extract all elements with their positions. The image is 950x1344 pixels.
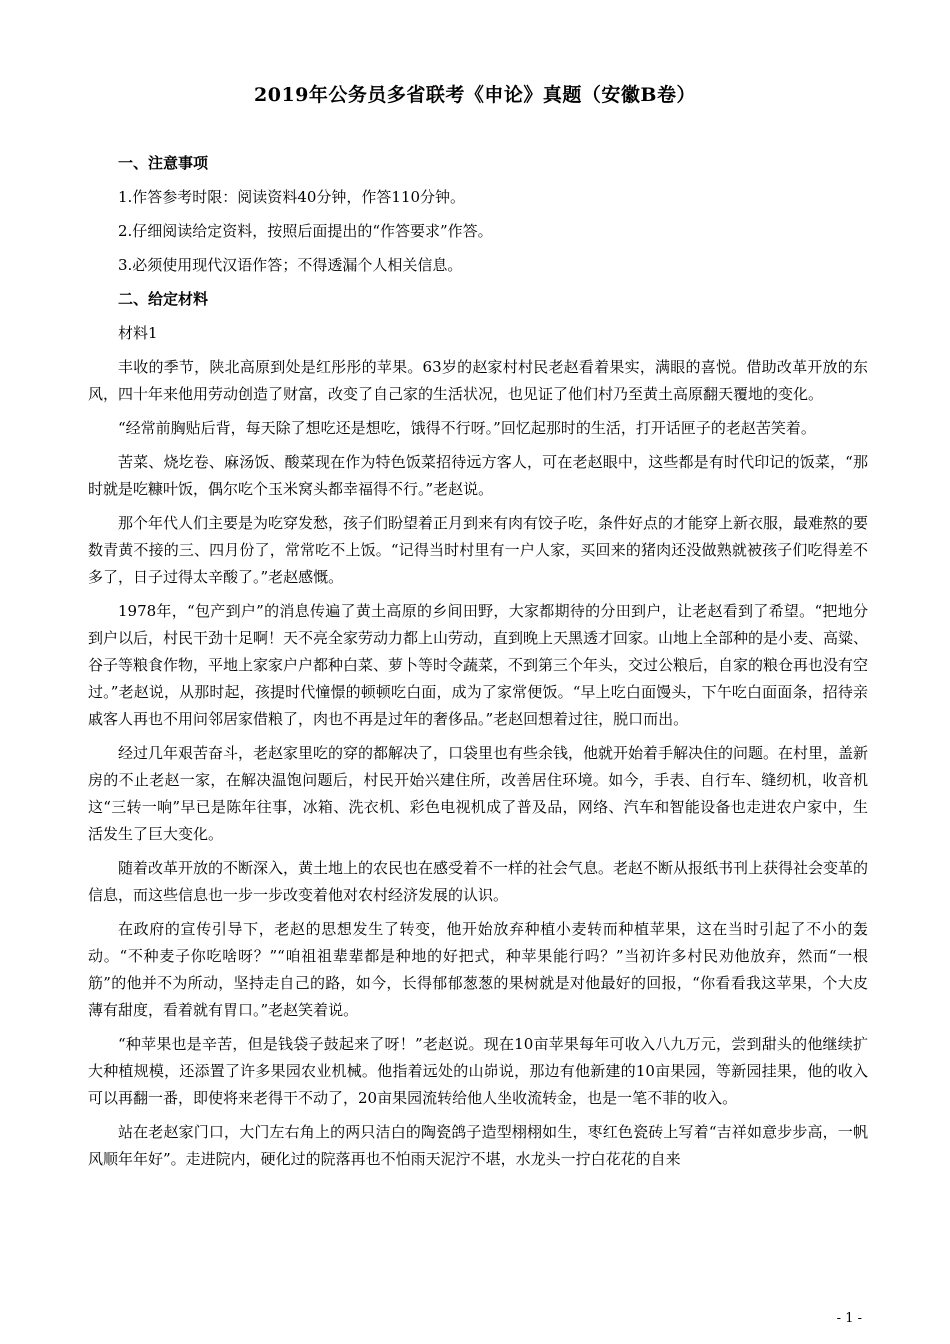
material-paragraph: “种苹果也是辛苦，但是钱袋子鼓起来了呀！”老赵说。现在10亩苹果每年可收入八九万元，尝到甜头的他继续扩大种植规模，还添置了许多果园农业机械。他指着远处的山峁说，那边有他新建的10亩果园，等新园挂果，他的收入可以再翻一番，即使将来老得干不动了，20亩果园流转给他人坐收流转金，也是一笔不菲的收入。	[88, 1035, 868, 1107]
note-item: 1.作答参考时限：阅读资料40分钟，作答110分钟。	[118, 188, 466, 206]
material-title: 材料1	[118, 324, 158, 342]
document-title: 2019年公务员多省联考《申论》真题（安徽B卷）	[254, 84, 696, 106]
section-heading-materials: 二、给定材料	[118, 290, 209, 308]
material-paragraph: 随着改革开放的不断深入，黄土地上的农民也在感受着不一样的社会气息。老赵不断从报纸书刊上获得社会变革的信息，而这些信息也一步一步改变着他对农村经济发展的认识。	[88, 859, 869, 904]
document-body	[88, 150, 868, 1180]
material-paragraph: 站在老赵家门口，大门左右角上的两只洁白的陶瓷鸽子造型栩栩如生，枣红色瓷砖上写着“吉祥如意步步高，一帆风顺年年好”。走进院内，硬化过的院落再也不怕雨天泥泞不堪，水龙头一拧白花花的自来	[88, 1123, 868, 1168]
material-paragraph: 苦菜、烧圪卷、麻汤饭、酸菜现在作为特色饭菜招待远方客人，可在老赵眼中，这些都是有时代印记的饭菜，“那时就是吃糠叶饭，偶尔吃个玉米窝头都幸福得不行。”老赵说。	[88, 453, 868, 498]
note-item: 3.必须使用现代汉语作答；不得透漏个人相关信息。	[118, 256, 463, 274]
page-number: - 1 -	[836, 1311, 862, 1326]
material-paragraph: 丰收的季节，陕北高原到处是红彤彤的苹果。63岁的赵家村村民老赵看着果实，满眼的喜悦。借助改革开放的东风，四十年来他用劳动创造了财富，改变了自己家的生活状况，也见证了他们村乃至黄土高原翻天覆地的变化。	[88, 358, 868, 403]
material-paragraph: 经过几年艰苦奋斗，老赵家里吃的穿的都解决了，口袋里也有些余钱，他就开始着手解决住的问题。在村里，盖新房的不止老赵一家，在解决温饱问题后，村民开始兴建住所，改善居住环境。如今，手表、自行车、缝纫机，收音机这“三转一响”早已是陈年往事，冰箱、洗衣机、彩色电视机成了普及品，网络、汽车和智能设备也走进农户家中，生活发生了巨大变化。	[88, 744, 869, 843]
material-paragraph: 那个年代人们主要是为吃穿发愁，孩子们盼望着正月到来有肉有饺子吃，条件好点的才能穿上新衣服，最难熬的要数青黄不接的三、四月份了，常常吃不上饭。“记得当时村里有一户人家，买回来的猪肉还没做熟就被孩子们吃得差不多了，日子过得太辛酸了。”老赵感慨。	[88, 514, 869, 586]
material-paragraph: 1978年，“包产到户”的消息传遍了黄土高原的乡间田野，大家都期待的分田到户，让老赵看到了希望。“把地分到户以后，村民干劲十足啊！天不亮全家劳动力都上山劳动，直到晚上天黑透才回家。山地上全部种的是小麦、高粱、谷子等粮食作物，平地上家家户户都种白菜、萝卜等时令蔬菜，不到第三个年头，交过公粮后，自家的粮仓再也没有空过。”老赵说，从那时起，孩提时代憧憬的顿顿吃白面，成为了家常便饭。“早上吃白面馒头，下午吃白面面条，招待亲戚客人再也不用问邻居家借粮了，肉也不再是过年的奢侈品。”老赵回想着过往，脱口而出。	[88, 602, 869, 728]
material-paragraph: 在政府的宣传引导下，老赵的思想发生了转变，他开始放弃种植小麦转而种植苹果，这在当时引起了不小的轰动。“不种麦子你吃啥呀？”“咱祖祖辈辈都是种地的好把式，种苹果能行吗？”当初许多村民劝他放弃，然而“一根筋”的他并不为所动，坚持走自己的路，如今，长得郁郁葱葱的果树就是对他最好的回报，“你看看我这苹果，个大皮薄有甜度，看着就有胃口。”老赵笑着说。	[88, 920, 868, 1019]
section-heading-notes: 一、注意事项	[118, 154, 209, 172]
material-paragraph: “经常前胸贴后背，每天除了想吃还是想吃，饿得不行呀。”回忆起那时的生活，打开话匣子的老赵苦笑着。	[118, 419, 816, 437]
note-item: 2.仔细阅读给定资料，按照后面提出的“作答要求”作答。	[118, 222, 493, 240]
